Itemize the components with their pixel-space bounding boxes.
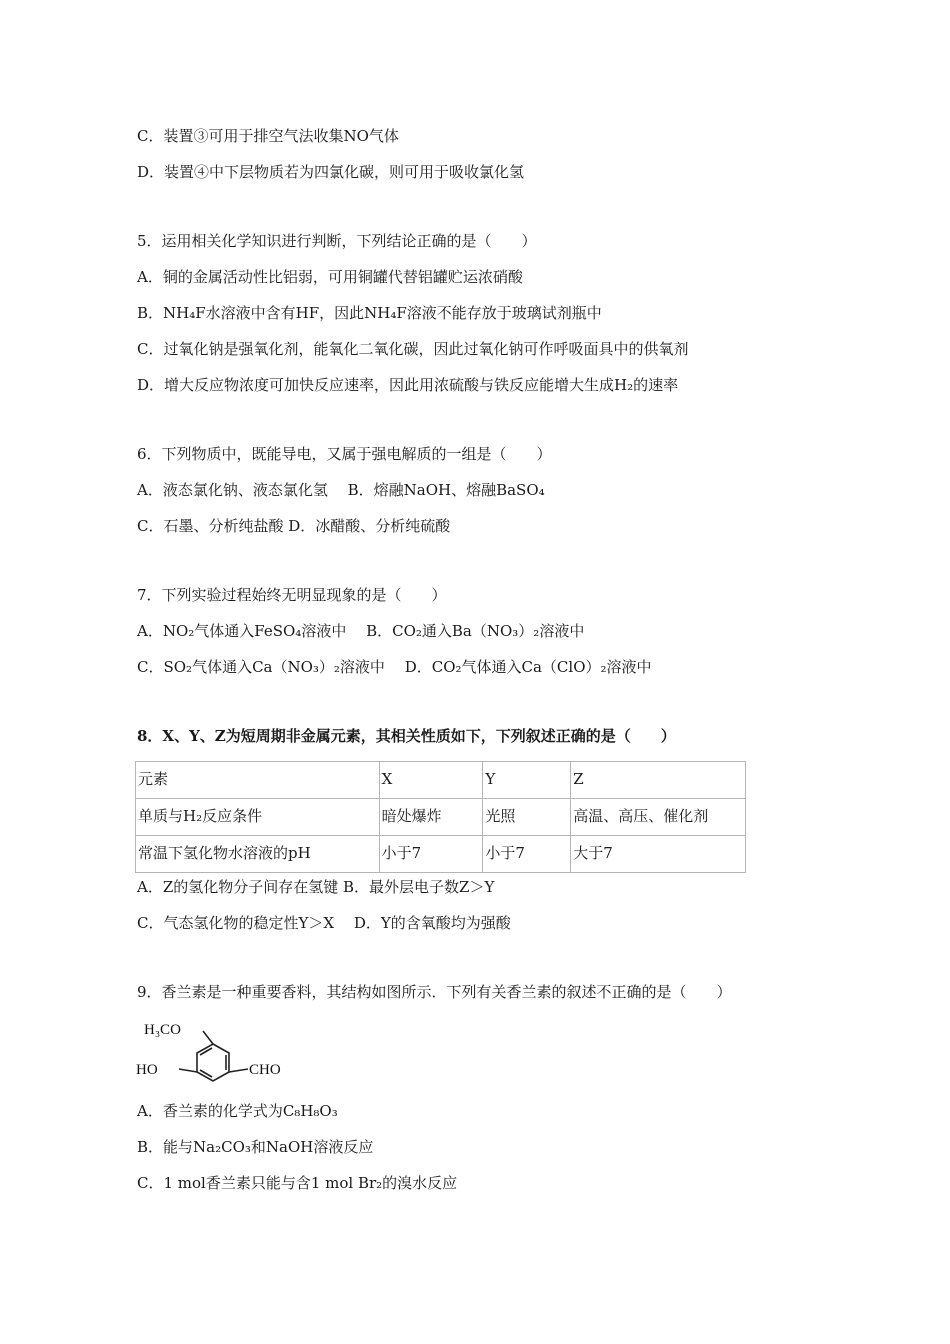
table-cell: 大于7 [571,836,746,873]
q9-stem: 9．香兰素是一种重要香料，其结构如图所示．下列有关香兰素的叙述不正确的是（ ） [137,983,732,1001]
hydroxyl-label: HO [136,1062,158,1078]
table-cell: 小于7 [483,836,571,873]
table-row [136,836,746,873]
q9-option-c: C．1 mol香兰素只能与含1 mol Br₂的溴水反应 [137,1174,458,1192]
q5-option-b: B．NH₄F水溶液中含有HF，因此NH₄F溶液不能存放于玻璃试剂瓶中 [137,304,602,322]
table-cell: 高温、高压、催化剂 [571,799,746,836]
element-properties-table [135,761,746,873]
q8-options-cd: C．气态氢化物的稳定性Y＞X D．Y的含氧酸均为强酸 [137,914,511,932]
table-cell: 暗处爆炸 [379,799,483,836]
table-cell: 常温下氢化物水溶液的pH [136,836,380,873]
methoxy-bond [203,1031,213,1044]
q7-options-cd: C．SO₂气体通入Ca（NO₃）₂溶液中 D．CO₂气体通入Ca（ClO）₂溶液中 [137,658,652,676]
vanillin-structure-diagram [136,1014,296,1088]
q5-stem: 5．运用相关化学知识进行判断，下列结论正确的是（ ） [137,232,537,250]
q6-options-cd: C．石墨、分析纯盐酸 D．冰醋酸、分析纯硫酸 [137,517,451,535]
table-cell: 单质与H₂反应条件 [136,799,380,836]
q5-option-c: C．过氧化钠是强氧化剂，能氧化二氧化碳，因此过氧化钠可作呼吸面具中的供氧剂 [137,340,689,358]
table-row [136,799,746,836]
table-header-cell: Z [571,762,746,799]
q8-stem: 8．X、Y、Z为短周期非金属元素，其相关性质如下，下列叙述正确的是（ ） [137,727,676,745]
q9-option-b: B．能与Na₂CO₃和NaOH溶液反应 [137,1138,374,1156]
aldehyde-bond [229,1069,248,1072]
table-header-cell: 元素 [136,762,380,799]
table-cell: 光照 [483,799,571,836]
aldehyde-label: CHO [249,1062,281,1078]
q8-options-ab: A．Z的氢化物分子间存在氢键 B．最外层电子数Z＞Y [137,878,495,896]
methoxy-label: H₃CO [144,1022,181,1038]
table-header-row [136,762,746,799]
q7-options-ab: A．NO₂气体通入FeSO₄溶液中 B．CO₂通入Ba（NO₃）₂溶液中 [137,622,585,640]
q6-options-ab: A．液态氯化钠、液态氯化氢 B．熔融NaOH、熔融BaSO₄ [137,481,545,499]
q7-stem: 7．下列实验过程始终无明显现象的是（ ） [137,586,447,604]
q4-option-c: C．装置③可用于排空气法收集NO气体 [137,127,399,145]
q9-option-a: A．香兰素的化学式为C₈H₈O₃ [137,1102,338,1120]
table-cell: 小于7 [379,836,483,873]
table-header-cell: X [379,762,483,799]
q4-option-d: D．装置④中下层物质若为四氯化碳，则可用于吸收氯化氢 [137,163,525,181]
q5-option-a: A．铜的金属活动性比铝弱，可用铜罐代替铝罐贮运浓硝酸 [137,268,523,286]
benzene-ring [197,1044,229,1081]
q5-option-d: D．增大反应物浓度可加快反应速率，因此用浓硫酸与铁反应能增大生成H₂的速率 [137,376,679,394]
q6-stem: 6．下列物质中，既能导电，又属于强电解质的一组是（ ） [137,445,552,463]
table-header-cell: Y [483,762,571,799]
hydroxyl-bond [179,1069,197,1072]
